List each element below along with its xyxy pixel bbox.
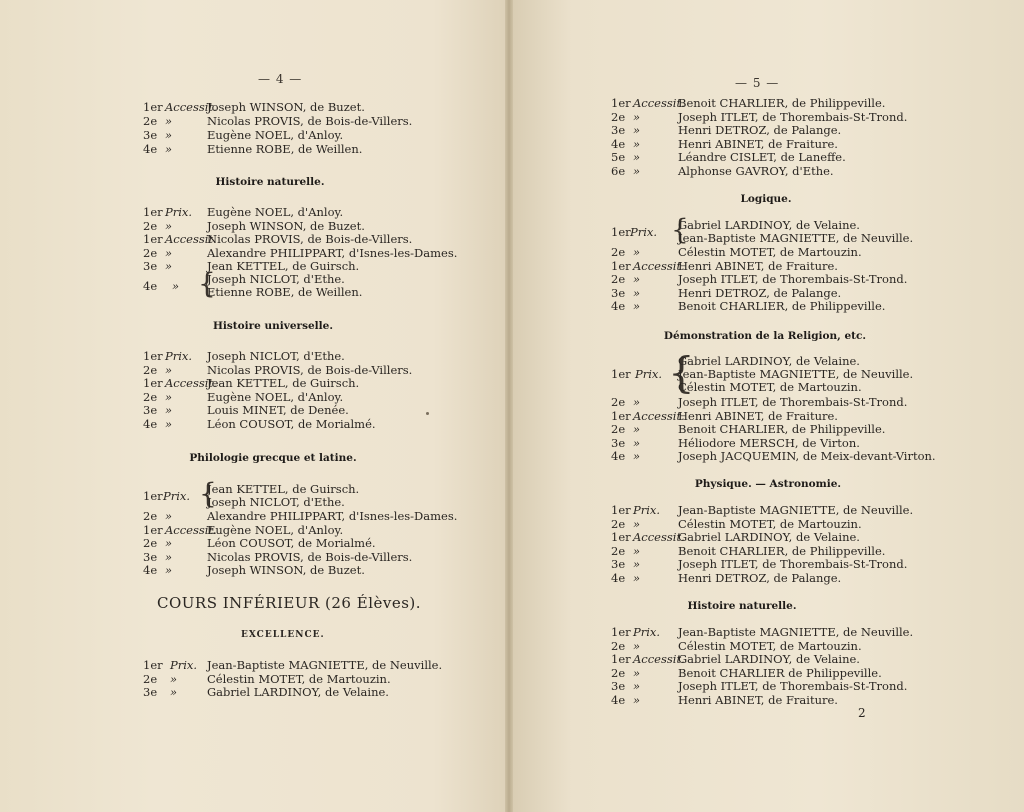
rank-label: 3e [611, 435, 626, 450]
list-item [510, 640, 1010, 653]
rank-label: 1er [143, 232, 163, 247]
list-item [0, 551, 500, 564]
award-label: » [170, 671, 178, 686]
list-item [510, 518, 1010, 531]
award-label: » [165, 389, 173, 404]
rank-label: 2e [143, 509, 158, 523]
list-item [510, 287, 1010, 300]
rank-label: 3e [611, 679, 626, 694]
rank-label: 4e [611, 571, 626, 585]
laureate-name: Henri ABINET, de Fraiture. [678, 136, 838, 151]
award-label: Prix. [633, 503, 661, 517]
award-label: Prix. [163, 488, 191, 503]
award-label: Prix. [630, 224, 658, 239]
section-subtitle: EXCELLENCE. [241, 630, 325, 640]
award-label: » [633, 435, 641, 450]
rank-label: 1er [611, 652, 631, 667]
rank-label: 6e [611, 164, 626, 178]
brace-mark: { [198, 267, 216, 300]
rank-label: 4e [143, 417, 158, 431]
laureate-name: Louis MINET, de Denée. [207, 403, 349, 418]
list-item [0, 404, 500, 417]
section-heading: Logique. [740, 193, 792, 205]
award-label: » [165, 536, 173, 551]
award-label: » [633, 123, 641, 138]
laureate-name: Alexandre PHILIPPART, d'Isnes-les-Dames. [207, 509, 458, 523]
list-item [510, 111, 1010, 124]
laureate-name: Joseph WINSON, de Buzet. [207, 563, 365, 578]
laureate-name: Joseph ITLET, de Thorembais-St-Trond. [678, 679, 908, 694]
rank-label: 2e [611, 638, 626, 653]
laureate-name: Nicolas PROVIS, de Bois-de-Villers. [207, 114, 413, 128]
award-label: » [633, 245, 641, 259]
page-number: — 4 — [258, 72, 303, 86]
laureate-name: Joseph NICLOT, d'Ethe. [207, 495, 345, 509]
rank-label: 2e [611, 543, 626, 558]
laureate-name: Henri ABINET, de Fraiture. [678, 693, 838, 707]
rank-label: 2e [611, 422, 626, 437]
list-item [0, 496, 500, 509]
list-item [0, 220, 500, 233]
list-item [0, 101, 500, 114]
rank-label: 5e [611, 150, 626, 165]
award-label: » [172, 278, 180, 293]
laureate-name: Gabriel LARDINOY, de Velaine. [678, 530, 860, 545]
list-item [510, 680, 1010, 693]
award-label: » [165, 417, 173, 431]
award-label: Prix. [165, 205, 193, 219]
award-label: » [633, 571, 641, 585]
list-item [0, 659, 500, 672]
section-heading: Histoire naturelle. [687, 600, 797, 612]
award-label: » [165, 142, 173, 156]
list-item [0, 510, 500, 523]
rank-label: 4e [611, 449, 626, 464]
section-heading: Démonstration de la Religion, etc. [663, 330, 867, 342]
rank-label: 1er [611, 367, 631, 381]
laureate-name: Nicolas PROVIS, de Bois-de-Villers. [207, 362, 413, 377]
list-item [510, 246, 1010, 259]
laureate-name: Henri ABINET, de Fraiture. [678, 408, 838, 423]
laureate-name: Jean KETTEL, de Guirsch. [207, 482, 360, 496]
list-item [510, 232, 1010, 245]
rank-label: 3e [611, 557, 626, 572]
laureate-name: Gabriel LARDINOY, de Velaine. [207, 685, 389, 700]
list-item [510, 558, 1010, 571]
laureate-name: Joseph ITLET, de Thorembais-St-Trond. [678, 395, 908, 409]
list-item [0, 524, 500, 537]
list-item [510, 151, 1010, 164]
rank-label: 4e [611, 693, 626, 707]
award-label: » [633, 557, 641, 572]
rank-label: 1er [143, 205, 163, 219]
award-label: » [165, 509, 173, 523]
laureate-name: Jean KETTEL, de Guirsch. [207, 259, 360, 274]
laureate-name: Léon COUSOT, de Morialmé. [207, 536, 376, 551]
award-label: » [633, 516, 641, 531]
rank-label: 1er [143, 100, 163, 114]
section-heading: Philologie grecque et latine. [189, 452, 357, 464]
laureate-name: Nicolas PROVIS, de Bois-de-Villers. [207, 232, 413, 247]
brace-mark: { [199, 477, 217, 510]
laureate-name: Gabriel LARDINOY, de Velaine. [678, 354, 860, 368]
rank-label: 2e [143, 362, 158, 377]
list-item [0, 418, 500, 431]
laureate-name: Alphonse GAVROY, d'Ethe. [678, 164, 834, 178]
rank-label: 2e [143, 671, 158, 686]
rank-label: 3e [143, 259, 158, 274]
rank-label: 2e [143, 389, 158, 404]
brace-mark: { [668, 348, 695, 397]
laureate-name: Jean-Baptiste MAGNIETTE, de Neuville. [678, 231, 914, 245]
laureate-name: Jean-Baptiste MAGNIETTE, de Neuville. [678, 503, 914, 517]
list-item [510, 396, 1010, 409]
section-heading: Physique. — Astronomie. [694, 478, 842, 490]
award-label: » [633, 109, 641, 124]
award-label: » [633, 150, 641, 165]
award-label: » [633, 164, 641, 178]
award-label: » [165, 563, 173, 578]
list-item [0, 686, 500, 699]
rank-label: 1er [611, 503, 631, 517]
list-item [510, 437, 1010, 450]
rank-label: 1er [611, 530, 631, 545]
rank-label: 3e [143, 128, 158, 142]
list-item [510, 694, 1010, 707]
list-item [0, 115, 500, 128]
award-label: » [165, 403, 173, 418]
award-label: Accessit. [165, 100, 217, 114]
award-label: » [633, 679, 641, 694]
award-label: » [633, 272, 641, 287]
section-title: COURS INFÉRIEUR (26 Élèves). [157, 594, 422, 612]
laureate-name: Célestin MOTET, de Martouzin. [678, 516, 862, 531]
laureate-name: Célestin MOTET, de Martouzin. [678, 638, 862, 653]
laureate-name: Eugène NOEL, d'Anloy. [207, 389, 344, 404]
laureate-name: Joseph ITLET, de Thorembais-St-Trond. [678, 109, 908, 124]
laureate-name: Benoit CHARLIER de Philippeville. [678, 665, 882, 680]
award-label: » [165, 128, 173, 142]
list-item [510, 450, 1010, 463]
rank-label: 2e [143, 536, 158, 551]
laureate-name: Eugène NOEL, d'Anloy. [207, 205, 344, 219]
laureate-name: Jean KETTEL, de Guirsch. [207, 376, 360, 391]
rank-label: 2e [611, 395, 626, 409]
laureate-name: Joseph JACQUEMIN, de Meix-devant-Virton. [678, 449, 936, 464]
award-label: » [633, 136, 641, 151]
award-label: Accessit. [633, 408, 685, 423]
award-label: Prix. [165, 349, 193, 363]
award-label: Accessit. [633, 530, 685, 545]
rank-label: 2e [143, 114, 158, 128]
list-item [510, 423, 1010, 436]
rank-label: 4e [611, 136, 626, 151]
award-label: Prix. [170, 658, 198, 672]
laureate-name: Jean-Baptiste MAGNIETTE, de Neuville. [678, 367, 914, 381]
laureate-name: Etienne ROBE, de Weillen. [207, 285, 363, 299]
list-item [0, 350, 500, 363]
laureate-name: Jean-Baptiste MAGNIETTE, de Neuville. [678, 625, 914, 639]
list-item [0, 247, 500, 260]
laureate-name: Gabriel LARDINOY, de Velaine. [678, 218, 860, 232]
award-label: » [170, 685, 178, 700]
laureate-name: Henri DETROZ, de Palange. [678, 285, 842, 300]
list-item [510, 300, 1010, 313]
laureate-name: Henri DETROZ, de Palange. [678, 571, 842, 585]
award-label: » [165, 114, 173, 128]
ink-speck [426, 412, 429, 415]
rank-label: 4e [143, 142, 158, 156]
list-item [0, 286, 500, 299]
rank-label: 2e [611, 272, 626, 287]
book-gutter [505, 0, 513, 812]
laureate-name: Eugène NOEL, d'Anloy. [207, 522, 344, 537]
award-label: Accessit. [165, 522, 217, 537]
laureate-name: Héliodore MERSCH, de Virton. [678, 435, 860, 450]
list-item [510, 626, 1010, 639]
list-item [510, 124, 1010, 137]
list-item [0, 564, 500, 577]
laureate-name: Célestin MOTET, de Martouzin. [678, 380, 862, 394]
laureate-name: Léon COUSOT, de Morialmé. [207, 417, 376, 431]
rank-label: 3e [143, 549, 158, 564]
laureate-name: Alexandre PHILIPPART, d'Isnes-les-Dames. [207, 245, 458, 260]
award-label: » [165, 549, 173, 564]
list-item [510, 667, 1010, 680]
laureate-name: Léandre CISLET, de Laneffe. [678, 150, 846, 165]
right-page [510, 0, 1024, 812]
laureate-name: Célestin MOTET, de Martouzin. [207, 671, 391, 686]
list-item [0, 377, 500, 390]
rank-label: 1er [143, 349, 163, 363]
rank-label: 1er [611, 258, 631, 273]
laureate-name: Benoit CHARLIER, de Philippeville. [678, 299, 886, 314]
laureate-name: Joseph NICLOT, d'Ethe. [207, 272, 345, 286]
laureate-name: Joseph ITLET, de Thorembais-St-Trond. [678, 272, 908, 287]
award-label: » [633, 299, 641, 314]
signature-mark: 2 [858, 706, 866, 720]
award-label: » [633, 693, 641, 707]
award-label: Accessit. [633, 258, 685, 273]
award-label: » [633, 422, 641, 437]
award-label: » [633, 285, 641, 300]
award-label: Prix. [635, 367, 663, 381]
section-heading: Histoire universelle. [212, 320, 333, 332]
rank-label: 1er [611, 625, 631, 639]
laureate-name: Etienne ROBE, de Weillen. [207, 142, 363, 156]
rank-label: 2e [611, 245, 626, 259]
award-label: » [633, 665, 641, 680]
list-item [510, 545, 1010, 558]
rank-label: 2e [143, 218, 158, 233]
list-item [0, 673, 500, 686]
brace-mark: { [671, 213, 689, 246]
list-item [510, 97, 1010, 110]
award-label: Accessit. [633, 96, 685, 110]
laureate-name: Jean-Baptiste MAGNIETTE, de Neuville. [207, 658, 443, 672]
laureate-name: Benoit CHARLIER, de Philippeville. [678, 543, 886, 558]
list-item [510, 381, 1010, 394]
rank-label: 1er [611, 96, 631, 110]
award-label: » [633, 543, 641, 558]
list-item [510, 410, 1010, 423]
list-item [0, 364, 500, 377]
list-item [510, 572, 1010, 585]
laureate-name: Henri ABINET, de Fraiture. [678, 258, 838, 273]
rank-label: 3e [143, 685, 158, 700]
rank-label: 2e [611, 516, 626, 531]
laureate-name: Joseph NICLOT, d'Ethe. [207, 349, 345, 363]
award-label: » [633, 395, 641, 409]
list-item [0, 129, 500, 142]
section-heading: Histoire naturelle. [215, 176, 325, 188]
page-number: — 5 — [735, 76, 780, 90]
award-label: » [633, 638, 641, 653]
rank-label: 4e [143, 563, 158, 578]
laureate-name: Joseph WINSON, de Buzet. [207, 218, 365, 233]
award-label: Accessit. [165, 232, 217, 247]
rank-label: 4e [611, 299, 626, 314]
list-item [0, 391, 500, 404]
laureate-name: Henri DETROZ, de Palange. [678, 123, 842, 138]
laureate-name: Célestin MOTET, de Martouzin. [678, 245, 862, 259]
rank-label: 2e [611, 109, 626, 124]
laureate-name: Benoit CHARLIER, de Philippeville. [678, 96, 886, 110]
list-item [0, 233, 500, 246]
award-label: Accessit. [633, 652, 685, 667]
rank-label: 4e [143, 278, 158, 293]
list-item [510, 653, 1010, 666]
award-label: » [165, 218, 173, 233]
award-label: » [165, 259, 173, 274]
rank-label: 1er [143, 488, 163, 503]
list-item [510, 273, 1010, 286]
award-label: » [633, 449, 641, 464]
list-item [510, 504, 1010, 517]
rank-label: 3e [611, 285, 626, 300]
rank-label: 1er [143, 376, 163, 391]
rank-label: 2e [143, 245, 158, 260]
list-item [0, 143, 500, 156]
laureate-name: Nicolas PROVIS, de Bois-de-Villers. [207, 549, 413, 564]
laureate-name: Joseph WINSON, de Buzet. [207, 100, 365, 114]
list-item [0, 537, 500, 550]
award-label: Prix. [633, 625, 661, 639]
rank-label: 1er [611, 408, 631, 423]
list-item [510, 531, 1010, 544]
rank-label: 1er [611, 224, 631, 239]
laureate-name: Joseph ITLET, de Thorembais-St-Trond. [678, 557, 908, 572]
rank-label: 2e [611, 665, 626, 680]
left-page [0, 0, 510, 812]
award-label: » [165, 362, 173, 377]
award-label: » [165, 245, 173, 260]
list-item [510, 165, 1010, 178]
rank-label: 3e [143, 403, 158, 418]
list-item [0, 206, 500, 219]
rank-label: 1er [143, 522, 163, 537]
award-label: Accessit. [165, 376, 217, 391]
rank-label: 3e [611, 123, 626, 138]
list-item [510, 138, 1010, 151]
laureate-name: Benoit CHARLIER, de Philippeville. [678, 422, 886, 437]
list-item [510, 260, 1010, 273]
laureate-name: Eugène NOEL, d'Anloy. [207, 128, 344, 142]
laureate-name: Gabriel LARDINOY, de Velaine. [678, 652, 860, 667]
rank-label: 1er [143, 658, 163, 672]
